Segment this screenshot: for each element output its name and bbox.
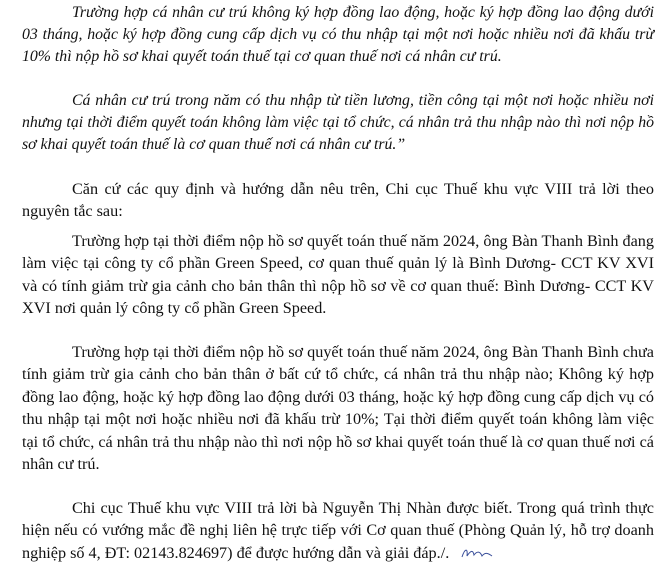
paragraph-closing — [22, 497, 654, 564]
paragraph-case-not-working: Trường hợp tại thời điểm nộp hồ sơ quyết toán thuế năm 2024, ông Bàn Thanh Bình chưa tính giảm trừ gia cảnh cho bản thân ở bất cứ tổ chức, cá nhân trả thu nhập nào; Không ký hợp đồng lao động, hoặc ký hợp đồng lao động dưới 03 tháng, hoặc ký hợp đồng cung cấp dịch vụ có thu nhập tại một nơi hoặc nhiều nơi đã khấu trừ 10%; Tại thời điểm quyết toán không làm việc tại tổ chức, cá nhân trả thu nhập nào thì nơi nộp hồ sơ khai quyết toán thuế là cơ quan thuế nơi cá nhân cư trú. — [22, 343, 654, 474]
paragraph-case-working: Trường hợp tại thời điểm nộp hồ sơ quyết toán thuế năm 2024, ông Bàn Thanh Bình đang làm việc tại công ty cổ phần Green Speed, cơ quan thuế quản lý là Bình Dương- CCT KV XVI và có tính giảm trừ gia cảnh cho bản thân thì nộp hồ sơ về cơ quan thuế: Bình Dương- CCT KV XVI nơi quản lý công ty cổ phần Green Speed. — [22, 232, 654, 318]
signature-mark-icon — [459, 544, 499, 562]
closing-text: Chi cục Thuế khu vực VIII trả lời bà Nguyễn Thị Nhàn được biết. Trong quá trình thực hiện nếu có vướng mắc đề nghị liên hệ trực tiếp với Cơ quan thuế (Phòng Quản lý, hỗ trợ doanh nghiệp số 4, ĐT: 02143.824697) để được hướng dẫn và giải đáp./. — [22, 499, 654, 562]
quoted-paragraph-resident-not-working: Cá nhân cư trú trong năm có thu nhập từ tiền lương, tiền công tại một nơi hoặc nhiều nơi nhưng tại thời điểm quyết toán không làm việc tại tổ chức, cá nhân trả thu nhập nào thì nơi nộp hồ sơ khai quyết toán thuế là cơ quan thuế nơi cá nhân cư trú.” — [22, 92, 654, 154]
quoted-paragraph-resident-no-contract: Trường hợp cá nhân cư trú không ký hợp đồng lao động, hoặc ký hợp đồng lao động dưới 03 tháng, hoặc ký hợp đồng cung cấp dịch vụ có thu nhập tại một nơi hoặc nhiều nơi đã khấu trừ 10% thì nộp hồ sơ khai quyết toán thuế tại cơ quan thuế nơi cá nhân cư trú. — [22, 4, 654, 66]
paragraph-basis: Căn cứ các quy định và hướng dẫn nêu trên, Chi cục Thuế khu vực VIII trả lời theo nguyên tắc sau: — [22, 180, 654, 221]
